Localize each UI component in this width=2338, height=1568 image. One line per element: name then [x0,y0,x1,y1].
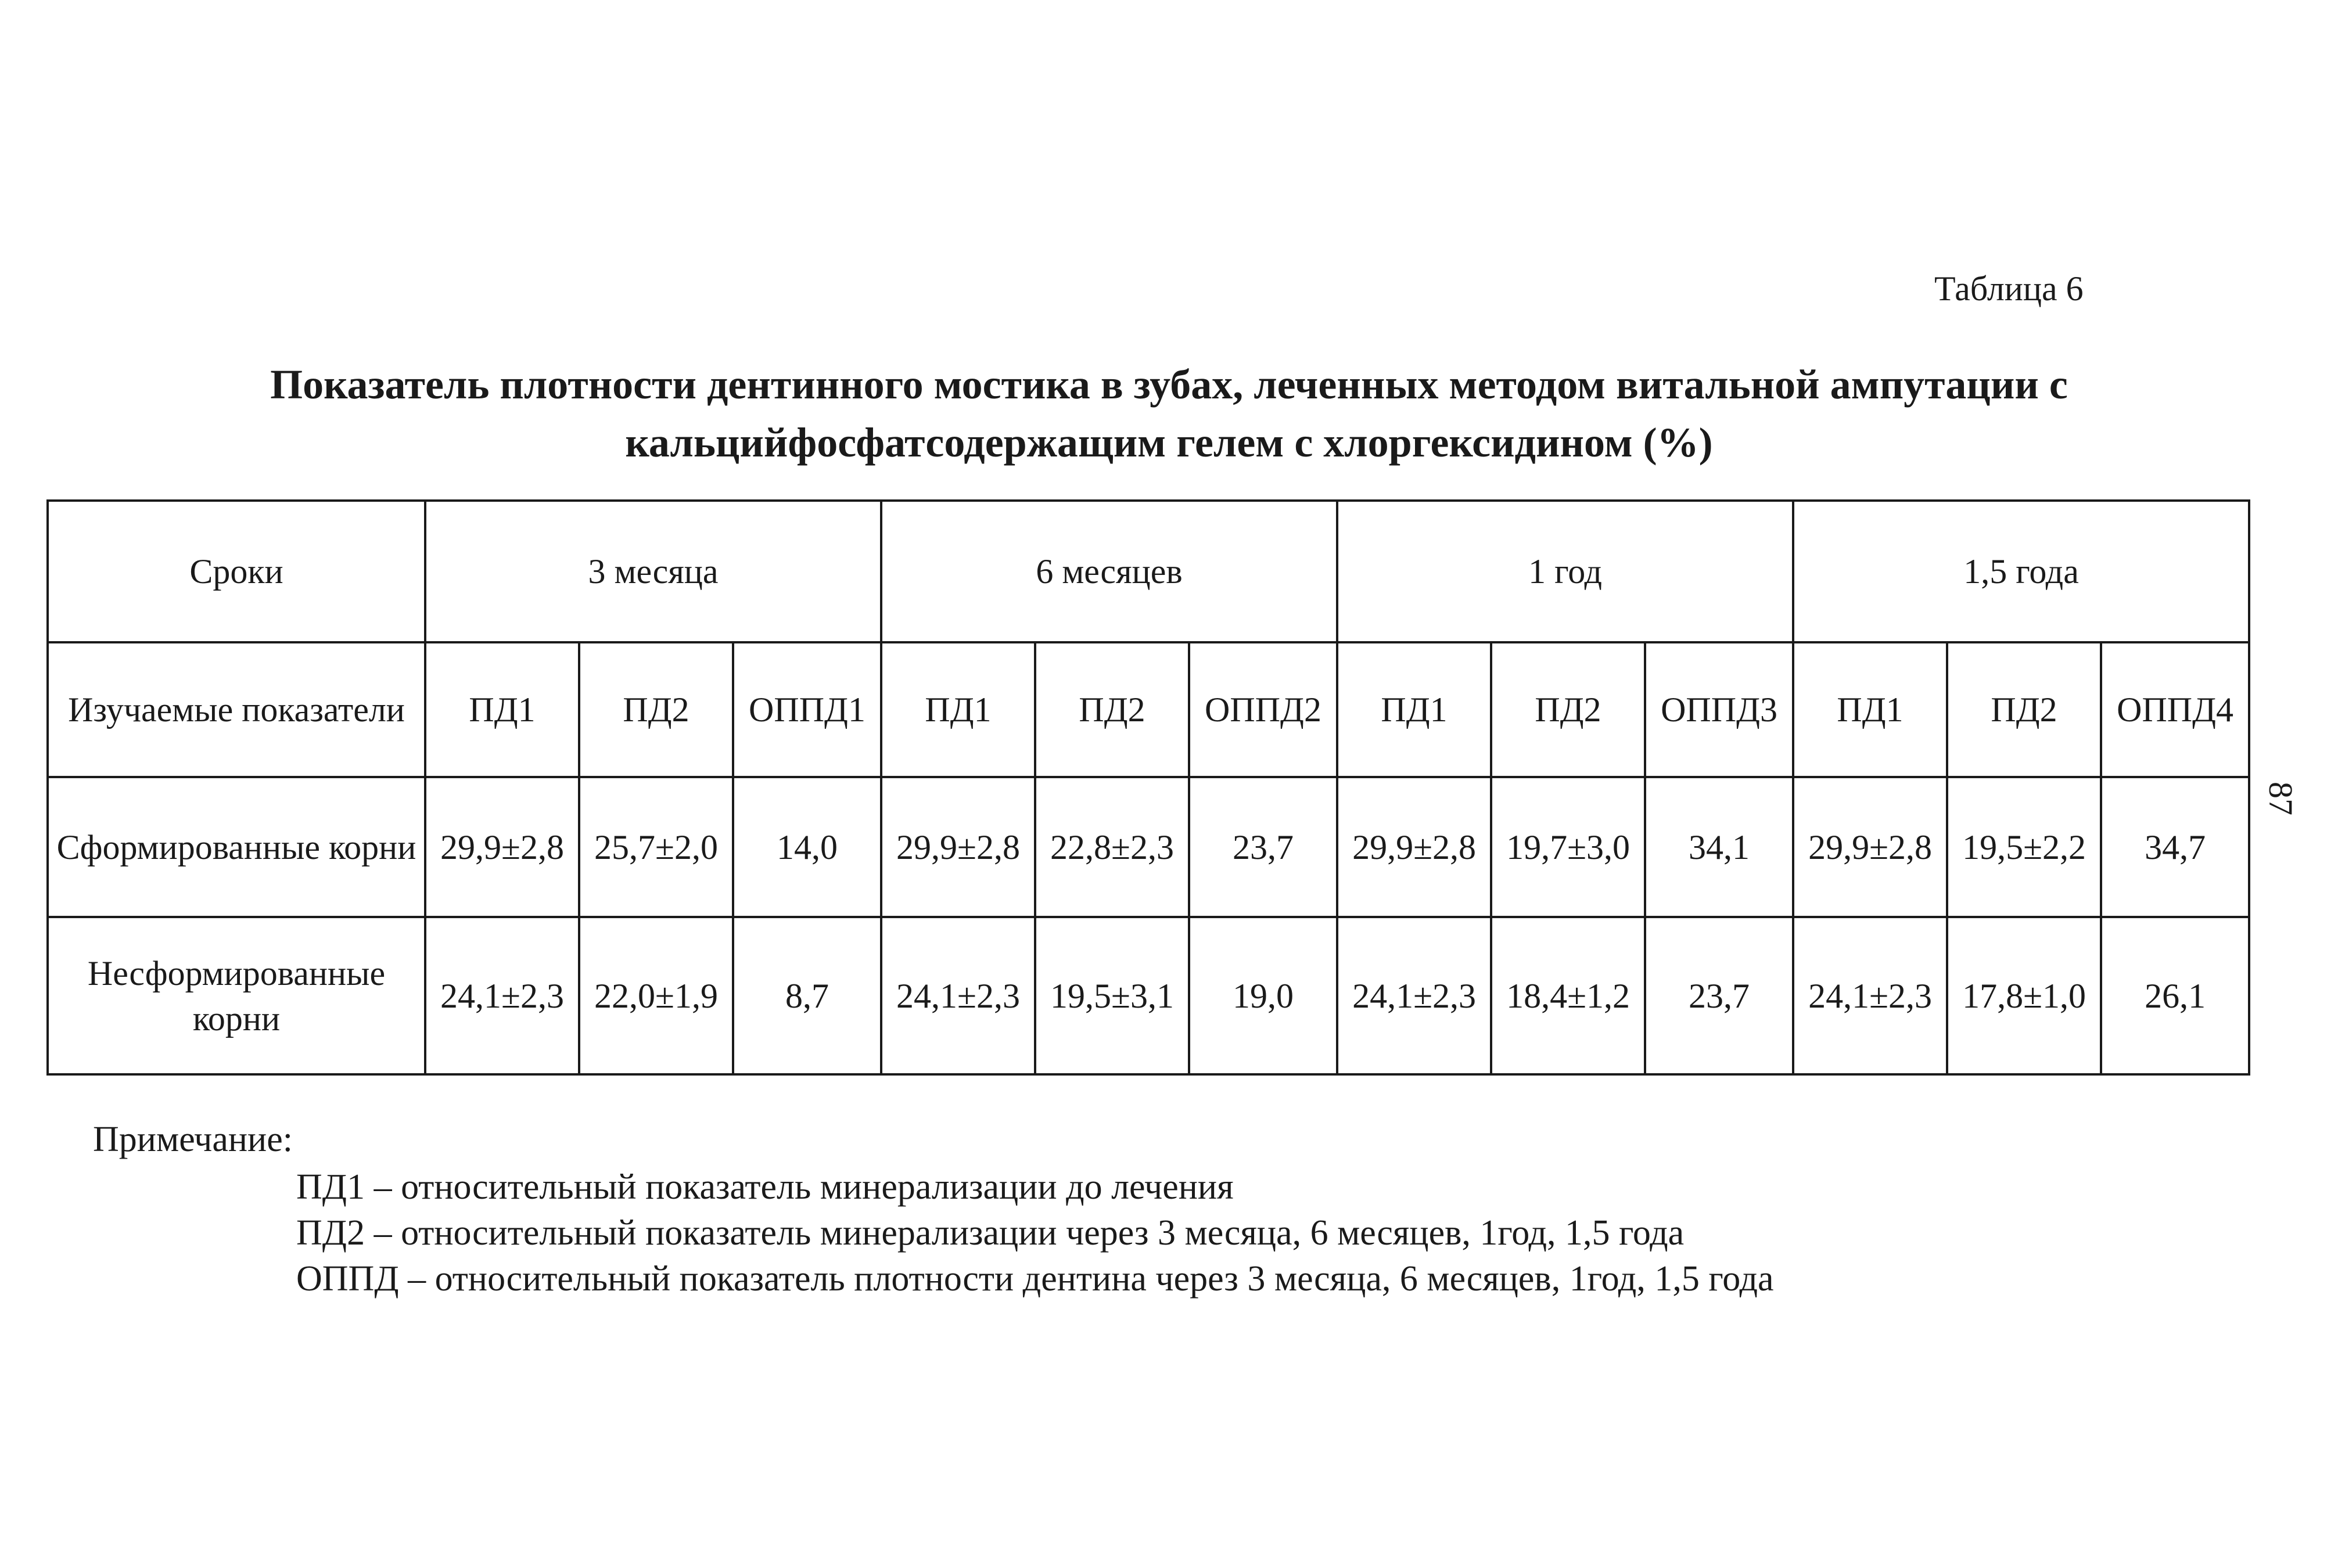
table-title [0,355,2338,472]
table-row-formed-roots [48,777,2249,917]
period-cell-6-months: 6 месяцев [881,501,1337,642]
subheader-cell: ПД1 [425,642,579,777]
table-title-line-1: Показатель плотности дентинного мостика в зубах, леченных методом витальной ампутации с [270,361,2068,408]
table-cell: 24,1±2,3 [881,917,1035,1074]
subheader-cell: ПД1 [881,642,1035,777]
table-title-line-2: кальцийфосфатсодержащим гелем с хлоргексидином (%) [625,419,1713,466]
table-cell: 34,7 [2101,777,2249,917]
note-heading: Примечание: [93,1120,293,1159]
subheader-cell: ПД2 [1491,642,1645,777]
indicator-header-cell: Изучаемые показатели [48,642,425,777]
table-cell: 24,1±2,3 [1793,917,1947,1074]
table-header-row-periods [48,501,2249,642]
table-cell: 29,9±2,8 [1337,777,1491,917]
period-header-cell: Сроки [48,501,425,642]
subheader-cell: ПД1 [1337,642,1491,777]
subheader-cell: ОППД4 [2101,642,2249,777]
row-label-cell: Несформированные корни [48,917,425,1074]
subheader-cell: ОППД2 [1189,642,1337,777]
table-cell: 19,5±2,2 [1947,777,2101,917]
table-cell: 18,4±1,2 [1491,917,1645,1074]
note-definitions [296,1164,1774,1302]
table-cell: 14,0 [733,777,881,917]
subheader-cell: ОППД1 [733,642,881,777]
table-cell: 19,0 [1189,917,1337,1074]
table-cell: 19,7±3,0 [1491,777,1645,917]
table-cell: 23,7 [1189,777,1337,917]
table-cell: 8,7 [733,917,881,1074]
note-line: ПД2 – относительный показатель минерализации через 3 месяца, 6 месяцев, 1год, 1,5 года [296,1213,1685,1253]
subheader-cell: ПД2 [1035,642,1189,777]
subheader-cell: ОППД3 [1645,642,1793,777]
table-cell: 22,0±1,9 [579,917,733,1074]
row-label-cell: Сформированные корни [48,777,425,917]
period-cell-3-months: 3 месяца [425,501,881,642]
density-table [46,499,2250,1076]
table-cell: 29,9±2,8 [1793,777,1947,917]
period-cell-1-5-years: 1,5 года [1793,501,2249,642]
table-cell: 34,1 [1645,777,1793,917]
table-header-row-indicators [48,642,2249,777]
table-cell: 29,9±2,8 [425,777,579,917]
table-cell: 26,1 [2101,917,2249,1074]
table-cell: 22,8±2,3 [1035,777,1189,917]
table-cell: 24,1±2,3 [1337,917,1491,1074]
note-line: ПД1 – относительный показатель минерализации до лечения [296,1167,1234,1207]
table-cell: 17,8±1,0 [1947,917,2101,1074]
note-line: ОППД – относительный показатель плотности дентина через 3 месяца, 6 месяцев, 1год, 1,5 года [296,1259,1774,1299]
page-number: 87 [2262,782,2300,815]
subheader-cell: ПД1 [1793,642,1947,777]
table-cell: 25,7±2,0 [579,777,733,917]
table-cell: 23,7 [1645,917,1793,1074]
table-cell: 19,5±3,1 [1035,917,1189,1074]
table-cell: 29,9±2,8 [881,777,1035,917]
subheader-cell: ПД2 [1947,642,2101,777]
table-row-unformed-roots [48,917,2249,1074]
subheader-cell: ПД2 [579,642,733,777]
table-label: Таблица 6 [1934,269,2084,308]
period-cell-1-year: 1 год [1337,501,1793,642]
table-cell: 24,1±2,3 [425,917,579,1074]
